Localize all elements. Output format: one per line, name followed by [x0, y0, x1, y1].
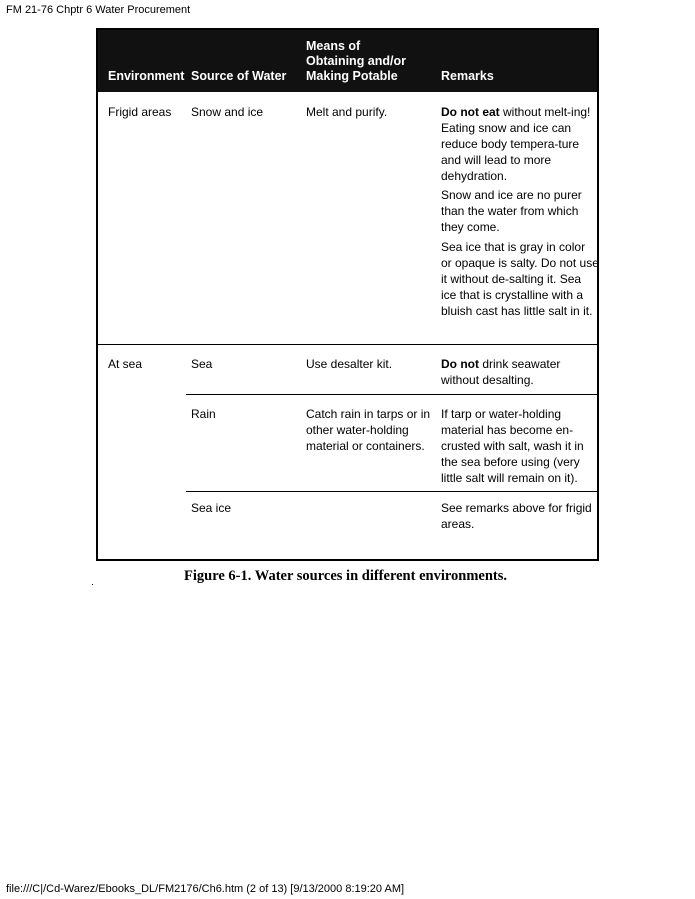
figure-caption: Figure 6-1. Water sources in different environments.: [184, 568, 508, 584]
sea-means: Use desalter kit.: [306, 357, 393, 371]
sea-environment: At sea: [108, 357, 143, 371]
header-environment: Environment: [108, 69, 185, 83]
rain-remark: If tarp or water-holding material has become en-crusted with salt, wash it in the sea before using (very little salt will remain on it).: [441, 407, 584, 485]
frigid-environment: Frigid areas: [108, 105, 172, 119]
page-footer: file:///C|/Cd-Warez/Ebooks_DL/FM2176/Ch6.htm (2 of 13) [9/13/2000 8:19:20 AM]: [6, 883, 405, 895]
seaice-remark: See remarks above for frigid areas.: [441, 501, 592, 531]
frigid-remark-1: [441, 104, 599, 184]
rain-means: Catch rain in tarps or in other water-holding material or containers.: [306, 407, 431, 453]
water-sources-table: [96, 28, 599, 561]
frigid-source: Snow and ice: [191, 105, 264, 119]
header-means: Means of Obtaining and/or Making Potable: [306, 39, 406, 83]
sea-source: Sea: [191, 357, 213, 371]
frigid-remark-1-bold: Do not eat: [441, 105, 500, 119]
row-divider-sea: [186, 394, 597, 395]
sea-remark: [441, 356, 599, 388]
seaice-source: Sea ice: [191, 501, 232, 515]
header-source: Source of Water: [191, 69, 287, 83]
stray-dot: [92, 584, 93, 585]
row-divider-frigid: [98, 344, 597, 345]
frigid-remark-2: Snow and ice are no purer than the water from which they come.: [441, 188, 582, 234]
frigid-remark-3: Sea ice that is gray in color or opaque is salty. Do not use it without de-salting it. Sea ice that is crystalline with a bluish cast has little salt in it.: [441, 240, 599, 318]
frigid-means: Melt and purify.: [306, 105, 388, 119]
rain-source: Rain: [191, 407, 216, 421]
sea-remark-bold: Do not: [441, 357, 479, 371]
page-header: FM 21-76 Chptr 6 Water Procurement: [6, 4, 191, 16]
frigid-remark-1-text: without melt-ing! Eating snow and ice can reduce body tempera-ture and will lead to more dehydration.: [441, 105, 591, 183]
sea-remark-text: drink seawater without desalting.: [441, 357, 561, 387]
header-remarks: Remarks: [441, 69, 494, 83]
row-divider-rain: [186, 491, 597, 492]
table-header-row: [98, 30, 597, 92]
